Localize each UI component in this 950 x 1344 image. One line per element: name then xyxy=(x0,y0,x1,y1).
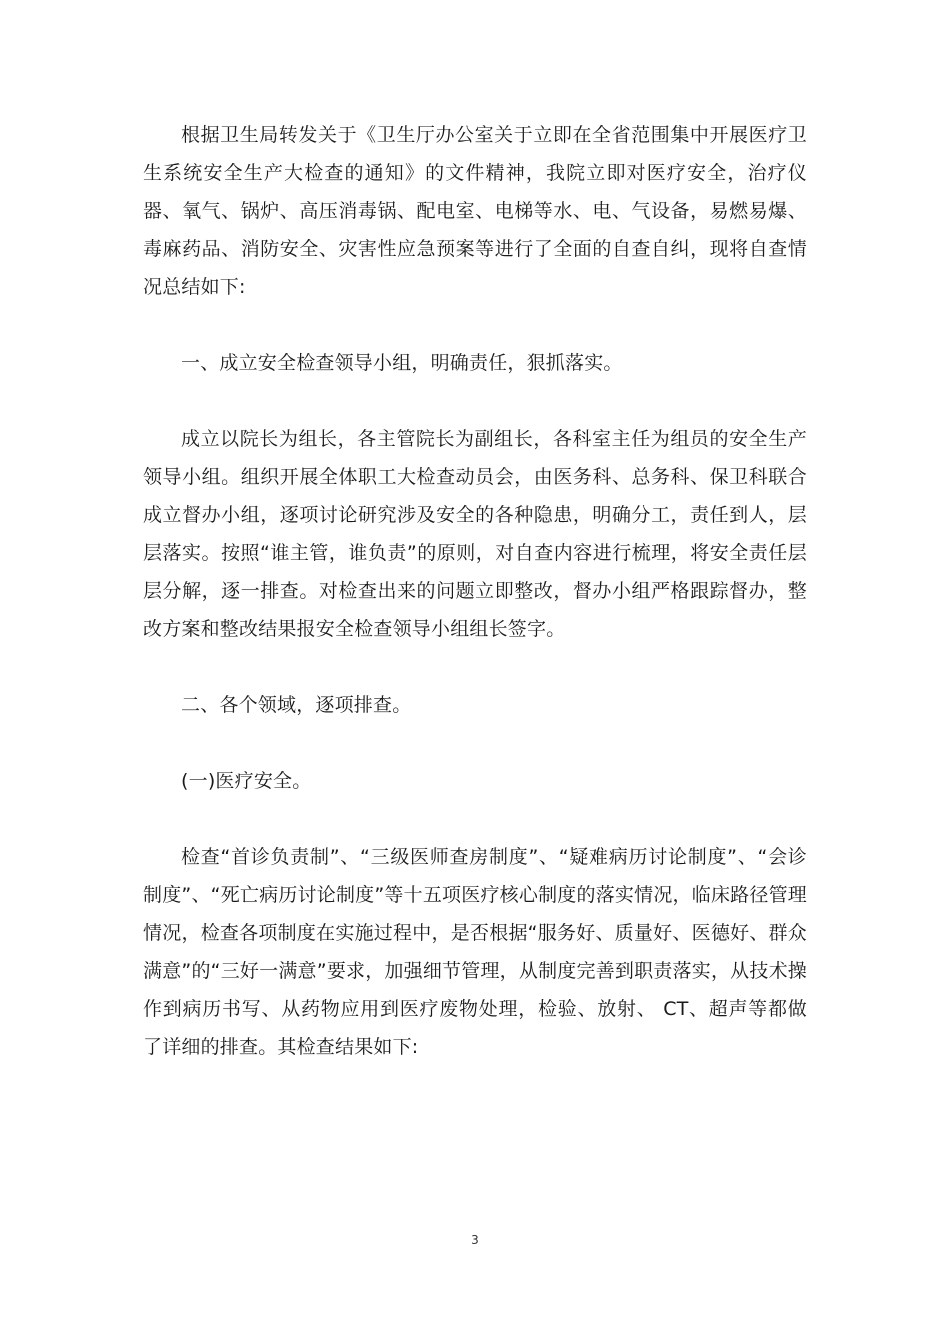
intro-paragraph: 根据卫生局转发关于《卫生厅办公室关于立即在全省范围集中开展医疗卫生系统安全生产大检查的通知》的文件精神，我院立即对医疗安全，治疗仪器、氧气、锅炉、高压消毒锅、配电室、电梯等水、电、气设备，易燃易爆、毒麻药品、消防安全、灾害性应急预案等进行了全面的自查自纠，现将自查情况总结如下: xyxy=(143,124,807,298)
page-number: 3 xyxy=(471,1233,479,1247)
document-body xyxy=(143,116,807,1066)
section-heading-1: 一、成立安全检查领导小组，明确责任，狠抓落实。 xyxy=(181,352,623,374)
section-1-paragraph: 成立以院长为组长，各主管院长为副组长，各科室主任为组员的安全生产领导小组。组织开展全体职工大检查动员会，由医务科、总务科、保卫科联合成立督办小组，逐项讨论研究涉及安全的各种隐患，明确分工，责任到人，层层落实。按照“谁主管，谁负责”的原则，对自查内容进行梳理，将安全责任层层分解，逐一排查。对检查出来的问题立即整改，督办小组严格跟踪督办，整改方案和整改结果报安全检查领导小组组长签字。 xyxy=(143,428,807,640)
subsection-1-paragraph: 检查“首诊负责制”、“三级医师查房制度”、“疑难病历讨论制度”、“会诊制度”、“死亡病历讨论制度”等十五项医疗核心制度的落实情况，临床路径管理情况，检查各项制度在实施过程中，是否根据“服务好、质量好、医德好、群众满意”的“三好一满意”要求，加强细节管理，从制度完善到职责落实，从技术操作到病历书写、从药物应用到医疗废物处理，检验、放射、 CT、超声等都做了详细的排查。其检查结果如下: xyxy=(143,846,807,1058)
subsection-heading-1: (一)医疗安全。 xyxy=(181,770,312,792)
section-heading-2: 二、各个领域，逐项排查。 xyxy=(181,694,412,716)
